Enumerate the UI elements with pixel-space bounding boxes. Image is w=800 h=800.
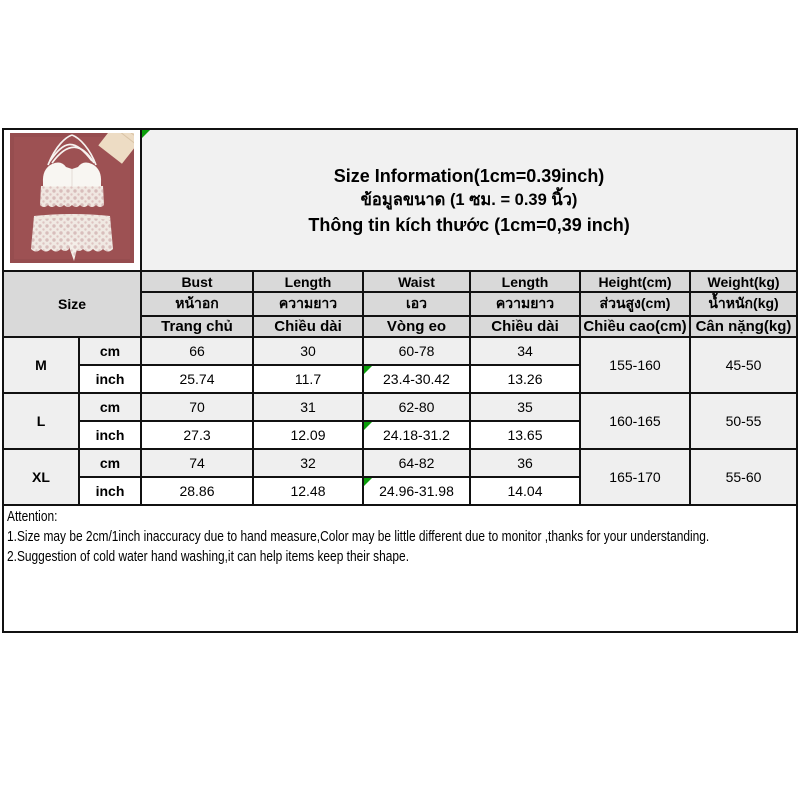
cell-xl-inch-bust: 28.86 [141, 477, 253, 505]
col-header-waist-vi: Vòng eo [363, 316, 470, 337]
cell-m-cm-length1: 30 [253, 337, 363, 365]
cell-value: 24.96-31.98 [379, 483, 454, 499]
attention-text [7, 507, 797, 567]
product-photo-cell [3, 129, 141, 271]
cell-m-weight: 45-50 [690, 337, 797, 393]
attention-heading: Attention: [7, 509, 58, 525]
row-l-cm [3, 393, 797, 421]
cell-xl-weight: 55-60 [690, 449, 797, 505]
cell-xl-height: 165-170 [580, 449, 690, 505]
col-header-length2-en: Length [470, 271, 580, 292]
size-info-title-en: Size Information(1cm=0.39inch) [333, 165, 605, 186]
cami-lace-band [40, 186, 104, 207]
col-header-height-en: Height(cm) [580, 271, 690, 292]
unit-label: inch [79, 421, 141, 449]
size-table [2, 128, 798, 633]
cell-m-cm-waist: 60-78 [363, 337, 470, 365]
unit-label: inch [79, 477, 141, 505]
cell-l-cm-length1: 31 [253, 393, 363, 421]
top-panel-row [3, 129, 797, 271]
cell-l-cm-length2: 35 [470, 393, 580, 421]
col-header-bust-vi: Trang chủ [141, 316, 253, 337]
attention-row [3, 505, 797, 632]
col-header-length2-th: ความยาว [470, 292, 580, 316]
col-header-length1-vi: Chiều dài [253, 316, 363, 337]
unit-label: inch [79, 365, 141, 393]
cell-l-height: 160-165 [580, 393, 690, 449]
cell-marker-triangle-icon [142, 130, 150, 138]
size-header-cell: Size [3, 271, 141, 337]
col-header-bust-en: Bust [141, 271, 253, 292]
cell-xl-cm-length1: 32 [253, 449, 363, 477]
cell-marker-triangle-icon [364, 366, 372, 374]
col-header-weight-en: Weight(kg) [690, 271, 797, 292]
col-header-weight-vi: Cân nặng(kg) [690, 316, 797, 337]
col-header-length1-en: Length [253, 271, 363, 292]
cell-m-inch-bust: 25.74 [141, 365, 253, 393]
attention-cell [3, 505, 797, 632]
size-info-title-vi: Thông tin kích thước (1cm=0,39 inch) [308, 214, 630, 235]
lingerie-set-illustration [10, 133, 134, 263]
cell-l-weight: 50-55 [690, 393, 797, 449]
col-header-waist-th: เอว [363, 292, 470, 316]
col-header-height-vi: Chiều cao(cm) [580, 316, 690, 337]
cell-marker-triangle-icon [364, 422, 372, 430]
cell-l-inch-length1: 12.09 [253, 421, 363, 449]
cell-xl-cm-bust: 74 [141, 449, 253, 477]
cell-l-inch-bust: 27.3 [141, 421, 253, 449]
cell-xl-inch-length1: 12.48 [253, 477, 363, 505]
size-label-l: L [3, 393, 79, 449]
cell-l-cm-bust: 70 [141, 393, 253, 421]
cell-l-cm-waist: 62-80 [363, 393, 470, 421]
cell-m-inch-length1: 11.7 [253, 365, 363, 393]
cell-value: 23.4-30.42 [383, 371, 450, 387]
cell-xl-cm-waist: 64-82 [363, 449, 470, 477]
cell-m-height: 155-160 [580, 337, 690, 393]
cell-marker-triangle-icon [364, 478, 372, 486]
col-header-weight-th: น้ำหนัก(kg) [690, 292, 797, 316]
col-header-length1-th: ความยาว [253, 292, 363, 316]
size-info-title-th: ข้อมูลขนาด (1 ซม. = 0.39 นิ้ว) [360, 190, 578, 209]
col-header-length2-vi: Chiều dài [470, 316, 580, 337]
unit-label: cm [79, 337, 141, 365]
row-m-cm [3, 337, 797, 365]
col-header-bust-th: หน้าอก [141, 292, 253, 316]
attention-note-1: 1.Size may be 2cm/1inch inaccuracy due to hand measure,Color may be little different due to monitor ,thanks for your understanding. [7, 529, 710, 545]
cell-m-inch-length2: 13.26 [470, 365, 580, 393]
header-row-en [3, 271, 797, 292]
row-xl-cm [3, 449, 797, 477]
cell-xl-cm-length2: 36 [470, 449, 580, 477]
title-cell [141, 129, 797, 271]
size-label-m: M [3, 337, 79, 393]
size-label-xl: XL [3, 449, 79, 505]
col-header-waist-en: Waist [363, 271, 470, 292]
cell-m-cm-length2: 34 [470, 337, 580, 365]
cell-l-inch-waist [363, 421, 470, 449]
size-chart-sheet [2, 128, 798, 633]
cell-xl-inch-length2: 14.04 [470, 477, 580, 505]
cell-m-inch-waist [363, 365, 470, 393]
cell-m-cm-bust: 66 [141, 337, 253, 365]
cell-value: 24.18-31.2 [383, 427, 450, 443]
cell-xl-inch-waist [363, 477, 470, 505]
unit-label: cm [79, 393, 141, 421]
col-header-height-th: ส่วนสูง(cm) [580, 292, 690, 316]
attention-note-2: 2.Suggestion of cold water hand washing,it can help items keep their shape. [7, 549, 410, 565]
product-photo [10, 133, 134, 263]
cell-l-inch-length2: 13.65 [470, 421, 580, 449]
unit-label: cm [79, 449, 141, 477]
